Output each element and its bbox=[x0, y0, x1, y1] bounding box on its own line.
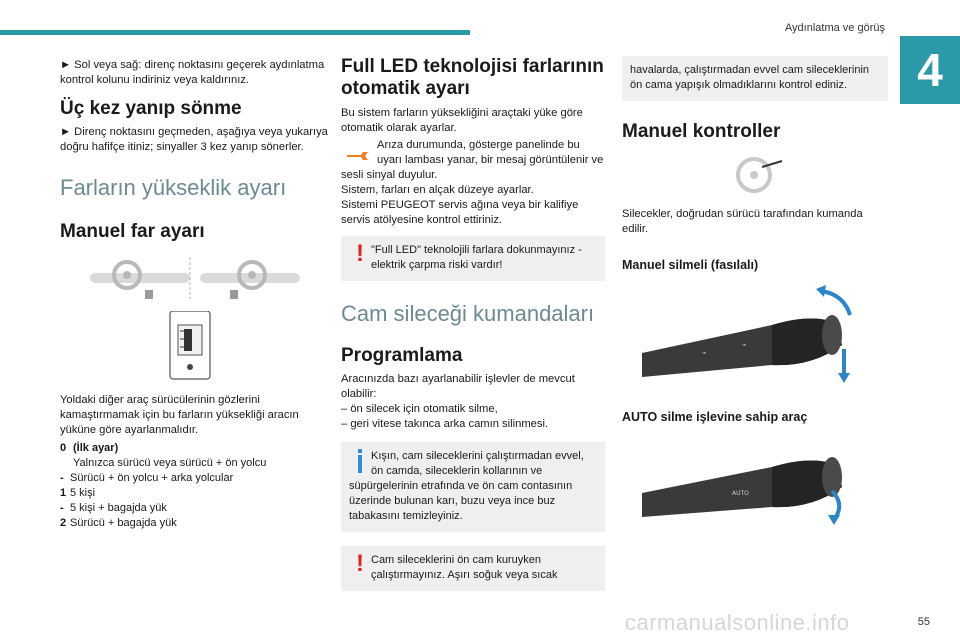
top-accent-bar bbox=[0, 30, 470, 35]
headlamp-dial-container bbox=[60, 311, 328, 383]
heading-headlamp-height: Farların yükseklik ayarı bbox=[60, 175, 287, 200]
heading-manual-headlamp: Manuel far ayarı bbox=[60, 221, 205, 242]
wiper-stalk-icon bbox=[622, 435, 888, 525]
led-paragraph-3: Sistem, farları en alçak düzeye ayarlar. bbox=[341, 184, 534, 196]
load-settings-list bbox=[60, 441, 328, 531]
warning-text: "Full LED" teknolojili farlara dokunmayınız - elektrik çarpma riski vardır! bbox=[371, 244, 582, 271]
warning-exclamation-icon: ! bbox=[356, 550, 364, 577]
headlamp-dial-icon bbox=[60, 311, 328, 383]
list-key bbox=[60, 456, 70, 471]
info-icon bbox=[349, 449, 371, 479]
list-item bbox=[60, 501, 328, 516]
programming-text: Aracınızda bazı ayarlanabilir işlevler de mevcut olabilir: bbox=[341, 373, 575, 400]
intro-instruction: ► Sol veya sağ: direnç noktasını geçerek aydınlatma kontrol kolunu indiriniz veya kaldırınız. bbox=[60, 59, 325, 86]
wiper-stalk-icon bbox=[622, 283, 888, 387]
heading-intermittent: Manuel silmeli (fasılalı) bbox=[622, 258, 759, 272]
steering-illustration bbox=[60, 253, 328, 301]
column-right bbox=[622, 56, 888, 525]
section-header-title: Aydınlatma ve görüş bbox=[784, 22, 885, 34]
heading-three-flash: Üç kez yanıp sönme bbox=[60, 98, 242, 119]
list-key: 2 bbox=[60, 517, 67, 529]
heading-auto-wipe: AUTO silme işlevine sahip araç bbox=[622, 410, 808, 424]
three-flash-text: ► Direnç noktasını geçmeden, aşağıya veya yukarıya doğru hafifçe itiniz; sinyaller 3 kez yanıp sönerler. bbox=[60, 126, 328, 153]
list-value: 5 kişi bbox=[70, 487, 96, 499]
warning-exclamation-icon: ! bbox=[356, 240, 364, 267]
list-key: 0 bbox=[60, 442, 67, 454]
manual-controls-text: Silecekler, doğrudan sürücü tarafından kumanda edilir. bbox=[622, 208, 863, 235]
wrench-warning-icon bbox=[341, 140, 373, 168]
info-text: Kışın, cam sileceklerini çalıştırmadan evvel, ön camda, sileceklerin kollarının ve süpürgelerinin etrafında ve ön cam contasının üzerinde bulunan karı, buzu veya ince buz tabakasını temizleyiniz. bbox=[349, 450, 584, 522]
manual-wheel-illustration bbox=[622, 151, 888, 201]
svg-text:⌁: ⌁ bbox=[702, 349, 707, 357]
page-number: 55 bbox=[917, 616, 930, 628]
steering-wheel-icon bbox=[60, 253, 328, 301]
watermark: carmanualsonline.info bbox=[625, 610, 850, 635]
heading-programming: Programlama bbox=[341, 345, 463, 366]
list-value: (İlk ayar) bbox=[73, 442, 119, 454]
list-key: - bbox=[60, 502, 64, 514]
list-value: Sürücü + ön yolcu + arka yolcular bbox=[70, 472, 234, 484]
list-item bbox=[60, 456, 328, 471]
heading-full-led: Full LED teknolojisi farlarının otomatik ayarı bbox=[341, 56, 604, 99]
programming-item-2: – geri vitese takınca arka camın silinmesi. bbox=[341, 418, 549, 430]
list-item bbox=[60, 516, 328, 531]
led-warning-block bbox=[341, 138, 605, 183]
led-paragraph-2: Arıza durumunda, gösterge panelinde bu uyarı lambası yanar, bir mesaj görüntülenir ve sesli sinyal duyulur. bbox=[341, 139, 604, 181]
heading-wiper-controls: Cam sileceği kumandaları bbox=[341, 301, 595, 326]
led-paragraph-4: Sistemi PEUGEOT servis ağına veya bir kalifiye servis atölyesine kontrol ettiriniz. bbox=[341, 199, 579, 226]
warning-continued-text: havalarda, çalıştırmadan evvel cam sileceklerinin ön cama yapışık olmadıklarını kontrol ediniz. bbox=[630, 64, 870, 91]
svg-text:⌁: ⌁ bbox=[742, 341, 747, 349]
column-middle bbox=[341, 56, 605, 591]
list-value: Sürücü + bagajda yük bbox=[70, 517, 177, 529]
info-note-winter bbox=[341, 442, 605, 532]
svg-text:AUTO: AUTO bbox=[732, 490, 749, 497]
intermittent-stalk-illustration bbox=[622, 283, 888, 387]
list-value: 5 kişi + bagajda yük bbox=[70, 502, 167, 514]
list-value: Yalnızca sürücü veya sürücü + ön yolcu bbox=[73, 457, 267, 469]
heading-manual-controls: Manuel kontroller bbox=[622, 121, 781, 142]
column-left bbox=[60, 56, 328, 531]
chapter-tab: 4 bbox=[900, 36, 960, 104]
warning-text: Cam sileceklerini ön cam kuruyken çalıştırmayınız. Aşırı soğuk veya sıcak bbox=[371, 554, 558, 581]
auto-stalk-illustration bbox=[622, 435, 888, 525]
list-item bbox=[60, 441, 328, 456]
warning-note-dry bbox=[341, 546, 605, 591]
list-item bbox=[60, 471, 328, 486]
programming-item-1: – ön silecek için otomatik silme, bbox=[341, 403, 498, 415]
warning-note-continued bbox=[622, 56, 888, 101]
list-item bbox=[60, 486, 328, 501]
led-paragraph-1: Bu sistem farların yüksekliğini araçtaki yüke göre otomatik olarak ayarlar. bbox=[341, 107, 583, 134]
list-key: - bbox=[60, 472, 64, 484]
warning-note-led bbox=[341, 236, 605, 281]
list-key: 1 bbox=[60, 487, 67, 499]
headlamp-height-description: Yoldaki diğer araç sürücülerinin gözlerini kamaştırmamak için bu farların yüksekliği aracın yüküne göre ayarlanmalıdır. bbox=[60, 394, 299, 436]
steering-wheel-icon bbox=[622, 151, 888, 201]
